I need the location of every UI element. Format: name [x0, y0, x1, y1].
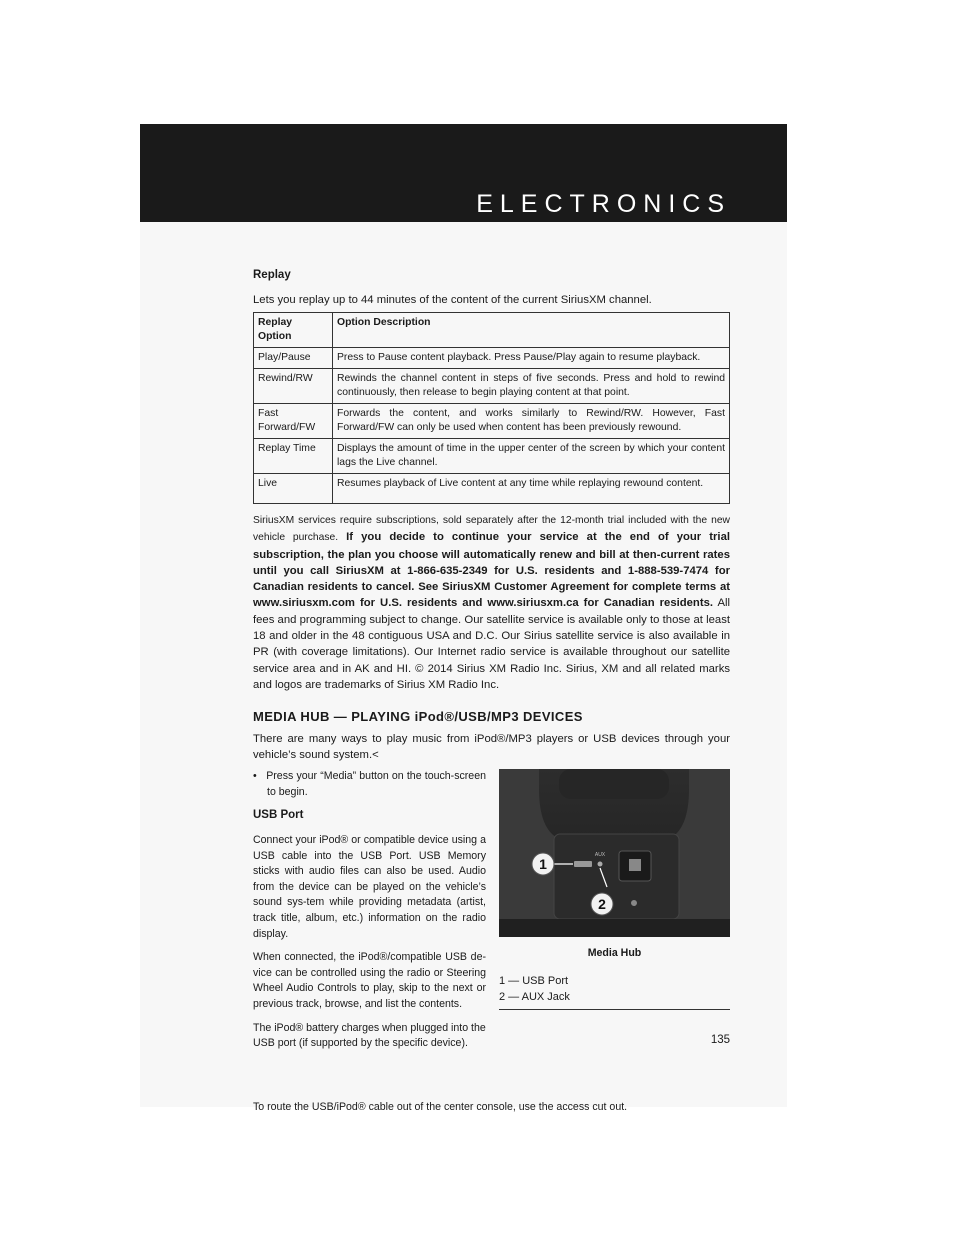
notice-bold: If you decide to continue your service at the end of your trial subscription, the plan you choose will automatically renew and bill at then-current rates until you call SiriusXM at 1-866-635-2349 for U.S. residents and 1-888-539-7474 for Canadian residents to cancel. See SiriusXM Customer Agreement for complete terms at www.siriusxm.com for U.S. residents and www.siriusxm.ca for Canadian residents.: [253, 531, 730, 610]
description-cell: Press to Pause content playback. Press Pause/Play again to resume playback.: [333, 348, 730, 369]
aux-label: AUX: [594, 852, 606, 859]
callout-marker-2: [591, 893, 613, 915]
callout-1-label: 1: [539, 856, 547, 873]
page-number: 135: [710, 1034, 730, 1046]
option-cell: Live: [254, 474, 333, 504]
replay-intro: Lets you replay up to 44 minutes of the content of the current SiriusXM channel.: [253, 294, 652, 306]
table-row: [254, 474, 730, 504]
two-column-section: [253, 769, 730, 1089]
table-row: [254, 369, 730, 404]
table-row: [254, 348, 730, 369]
right-column: [499, 769, 730, 1010]
usb-port-heading: USB Port: [253, 809, 304, 822]
section-header-band: [140, 124, 787, 222]
siriusxm-notice: [253, 512, 730, 693]
bullet-text: Press your “Media” button on the touch-screen to begin.: [266, 770, 486, 798]
table-row: [254, 404, 730, 439]
description-cell: Forwards the content, and works similarly to Rewind/RW. However, Fast Forward/FW can only be used when content has been previously rewound.: [333, 404, 730, 439]
figure-legend: [499, 973, 730, 1010]
media-hub-intro: There are many ways to play music from iPod®/MP3 players or USB devices through your vehicle’s sound system.<: [253, 733, 730, 762]
callout-marker-1: [532, 853, 554, 875]
left-column: [253, 769, 486, 1052]
table-header-row: [254, 313, 730, 348]
replay-options-table: [253, 312, 730, 504]
description-cell: Displays the amount of time in the upper center of the screen by which your content lags the Live channel.: [333, 439, 730, 474]
bullet-item: • Press your “Media” button on the touch-screen to begin.: [253, 770, 486, 798]
option-cell: Rewind/RW: [254, 369, 333, 404]
legend-item-usb: 1 — USB Port: [499, 975, 569, 988]
route-cable-text: To route the USB/iPod® cable out of the center console, use the access cut out.: [253, 1101, 628, 1114]
usb-paragraph-3: The iPod® battery charges when plugged into the USB port (if supported by the specific device).: [253, 1021, 486, 1050]
usb-paragraph-2: When connected, the iPod®/compatible USB de-vice can be controlled using the radio or Steering Wheel Audio Controls to play, skip to the next or previous track, browse, and list the contents.: [253, 951, 486, 1010]
description-cell: Rewinds the channel content in steps of five seconds. Press and hold to rewind continuously, then release to begin playing content at that point.: [333, 369, 730, 404]
table-row: [254, 439, 730, 474]
media-hub-photo: [499, 769, 730, 937]
replay-heading: Replay: [253, 269, 291, 281]
callout-2-label: 2: [598, 896, 606, 913]
figure-caption: Media Hub: [587, 947, 642, 960]
page-content: [253, 267, 730, 1115]
description-cell: Resumes playback of Live content at any time while replaying rewound content.: [333, 474, 730, 504]
notice-tail: All fees and programming subject to change. Our satellite service is available only to those at least 18 and older in the 48 contiguous USA and D.C. Our Sirius satellite service is also available in PR (with coverage limitations). Our Internet radio service is available throughout our satellite service area and in AK and HI. © 2014 Sirius XM Radio Inc. Sirius, XM and all related marks and logos are trademarks of Sirius XM Radio Inc.: [253, 597, 730, 691]
manual-page: [140, 124, 787, 1114]
option-cell: Play/Pause: [254, 348, 333, 369]
option-cell: Replay Time: [254, 439, 333, 474]
column-header-option: Replay Option: [254, 313, 333, 348]
callout-overlay: [499, 769, 730, 937]
option-cell: Fast Forward/FW: [254, 404, 333, 439]
section-title: ELECTRONICS: [476, 190, 731, 218]
legend-item-aux: 2 — AUX Jack: [499, 991, 570, 1004]
column-header-description: Option Description: [333, 313, 730, 348]
media-hub-heading: MEDIA HUB — PLAYING iPod®/USB/MP3 DEVICES: [253, 709, 583, 725]
usb-paragraph-1: Connect your iPod® or compatible device using a USB cable into the USB Port. USB Memory sticks with audio files can also be used. Audio from the device can be played on the vehicle’s sound sys-tem while providing metadata (artist, track title, album, etc.) information on the radio display.: [253, 834, 486, 940]
notice-lead: SiriusXM services require subscriptions, sold separately after the 12-month trial included with the new vehicle purchase.: [253, 515, 730, 544]
